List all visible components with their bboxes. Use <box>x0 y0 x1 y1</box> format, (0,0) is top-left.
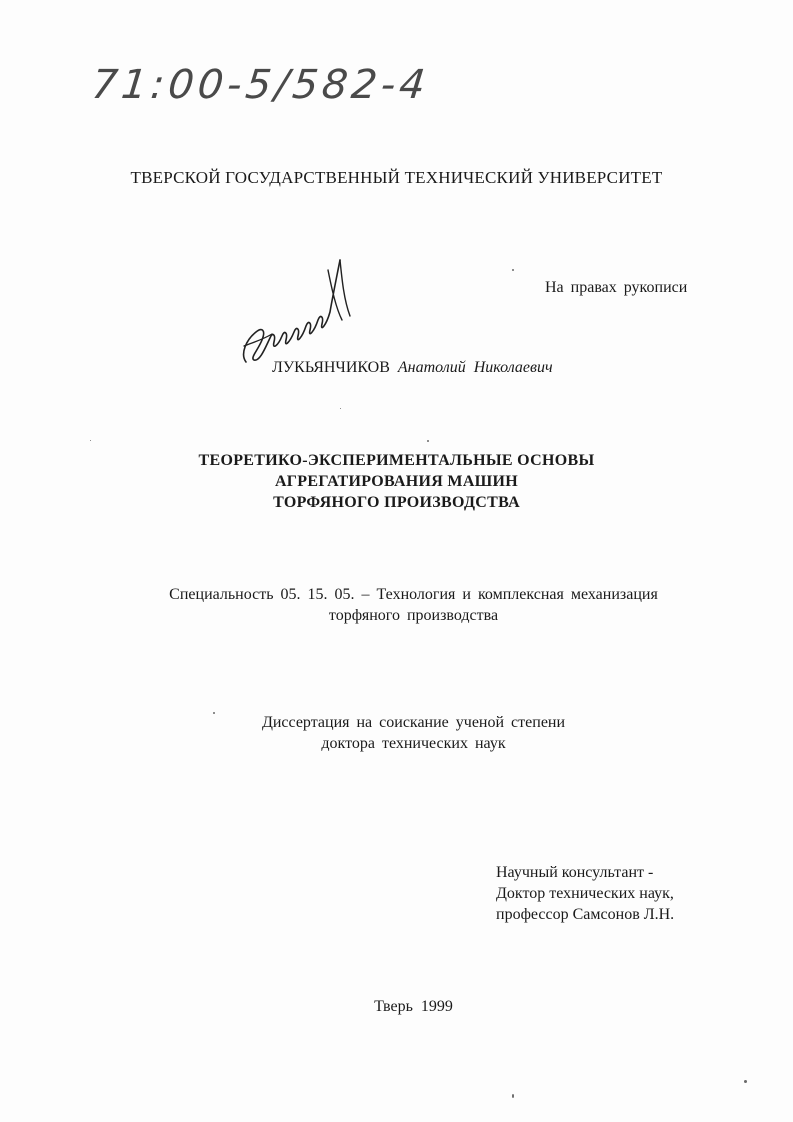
degree-line: доктора технических наук <box>321 735 506 752</box>
scan-speck <box>340 408 341 409</box>
rights-note: На правах рукописи <box>545 279 688 296</box>
title-line: ТОРФЯНОГО ПРОИЗВОДСТВА <box>273 494 520 511</box>
specialty-line: Специальность 05. 15. 05. – Технология и комплексная механизация <box>169 586 658 603</box>
specialty-line: торфяного производства <box>328 607 499 624</box>
university-name: ТВЕРСКОЙ ГОСУДАРСТВЕННЫЙ ТЕХНИЧЕСКИЙ УНИВЕРСИТЕТ <box>130 168 663 187</box>
city-year: Тверь 1999 <box>374 998 453 1015</box>
scan-speck <box>427 440 429 442</box>
author-name <box>272 359 553 377</box>
scientific-consultant <box>496 862 674 925</box>
scan-speck <box>512 1094 514 1098</box>
scan-speck <box>744 1080 747 1083</box>
dissertation-title <box>0 450 793 513</box>
consultant-line: Доктор технических наук, <box>496 885 674 902</box>
author-surname: ЛУКЬЯНЧИКОВ <box>272 359 390 376</box>
degree-line: Диссертация на соискание ученой степени <box>261 714 566 731</box>
author-given-names: Анатолий Николаевич <box>397 359 553 376</box>
specialty-block <box>0 584 793 626</box>
title-line: АГРЕГАТИРОВАНИЯ МАШИН <box>274 473 519 490</box>
archive-number: 71:00-5/582-4 <box>89 62 432 108</box>
title-line: ТЕОРЕТИКО-ЭКСПЕРИМЕНТАЛЬНЫЕ ОСНОВЫ <box>198 452 595 469</box>
consultant-line: Научный консультант - <box>496 864 654 881</box>
consultant-line: профессор Самсонов Л.Н. <box>496 906 675 923</box>
scan-speck <box>213 712 215 714</box>
degree-statement <box>0 712 793 754</box>
scan-speck <box>90 440 91 441</box>
scan-speck <box>512 269 514 271</box>
